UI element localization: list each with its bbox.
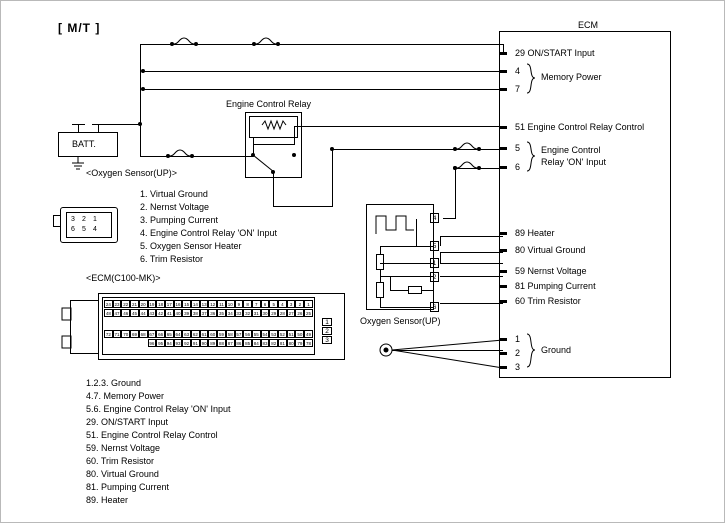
ecm-cell: 54 <box>262 332 268 337</box>
ecm-cell: 44 <box>140 311 146 316</box>
ecm-connector-legend-title: <ECM(C100-MK)> <box>86 273 161 283</box>
wire-battery-to-bus <box>98 124 141 125</box>
ecm-pin-4: 4 <box>515 66 521 76</box>
ecm-pin-59 <box>515 266 587 276</box>
ecm-cell: 80 <box>288 341 294 346</box>
ecm-cell: 28 <box>279 311 285 316</box>
wire-o2-to-pin2 <box>380 276 434 277</box>
ecm-cell: 6 <box>261 300 270 308</box>
o2-legend-item-5: 5. Oxygen Sensor Heater <box>140 241 242 251</box>
wire-on-start-down-to-ecm <box>503 44 504 54</box>
ecm-cell: 49 <box>306 332 312 337</box>
ecm-cell: 55 <box>253 332 259 337</box>
ecm-cell: 57 <box>236 332 242 337</box>
ecm-cell: 58 <box>227 332 233 337</box>
ecm-cell: 22 <box>123 302 129 307</box>
ecm-pin-81-num: 81 <box>515 281 526 291</box>
ecm-legend-item-9: 81. Pumping Current <box>86 482 170 492</box>
wire-relay-common-right <box>273 206 332 207</box>
ecm-cell: 82 <box>271 341 277 346</box>
ecm-cell: 59 <box>218 332 224 337</box>
ecm-cell: 9 <box>235 300 244 308</box>
oxygen-connector-pin-1: 1 <box>93 216 97 223</box>
ecm-cell: 67 <box>149 332 155 337</box>
ecm-pin-stub-59 <box>499 270 507 273</box>
ecm-cell: 42 <box>158 311 164 316</box>
oxygen-connector-pin-3: 3 <box>71 216 75 223</box>
ground-brace <box>525 333 537 369</box>
resistor-icon-1 <box>376 254 384 270</box>
ecm-pin-51-num: 51 <box>515 122 526 132</box>
ecm-cell <box>139 339 148 347</box>
ecm-cell: 15 <box>184 302 190 307</box>
o2-legend-item-1: 1. Virtual Ground <box>140 189 208 199</box>
ecm-cell: 32 <box>245 311 251 316</box>
ecm-cell: 24 <box>105 302 111 307</box>
wire-trim-right <box>422 290 434 291</box>
oxygen-sensor-legend-title: <Oxygen Sensor(UP)> <box>86 168 178 178</box>
ecm-cell: 1 <box>304 300 313 308</box>
wire-jog-2 <box>440 252 441 263</box>
wire-pumping-to-ecm81 <box>440 276 503 277</box>
o2-pin-6: 6 <box>430 302 439 312</box>
oxygen-sensor-caption: Oxygen Sensor(UP) <box>360 316 441 326</box>
ecm-pin-51 <box>515 122 644 132</box>
memory-power-brace <box>525 63 537 95</box>
wire-coil-right-up <box>294 126 295 144</box>
ecm-legend-item-2: 4.7. Memory Power <box>86 391 165 401</box>
ecm-connector-row-3 <box>104 330 313 338</box>
junction-battery-bus <box>138 122 142 126</box>
wire-ground-fan <box>388 338 508 372</box>
o2-legend-item-3: 3. Pumping Current <box>140 215 219 225</box>
fuse-top-2-right-dot <box>276 42 280 46</box>
o2-pin-4: 4 <box>430 213 439 223</box>
o2-pin-2: 2 <box>430 272 439 282</box>
wire-heater-to-ecm89 <box>440 236 503 237</box>
wire-coil-left-down <box>253 144 254 156</box>
ecm-pin-89 <box>515 228 555 238</box>
o2-legend-item-6: 6. Trim Resistor <box>140 254 204 264</box>
ecm-cell: 25 <box>306 311 312 316</box>
ecm-cell: 43 <box>149 311 155 316</box>
ecm-cell: 17 <box>166 302 172 307</box>
ecm-connector-row-1 <box>104 300 313 308</box>
wire-relay-common-down <box>273 172 274 206</box>
junction-memory-power-7 <box>141 87 145 91</box>
ecm-cell: 18 <box>158 302 164 307</box>
ecm-cell: 63 <box>184 332 190 337</box>
ecm-pin-3: 3 <box>515 362 521 372</box>
ecm-pin-2: 2 <box>515 348 521 358</box>
ecm-cell: 35 <box>218 311 224 316</box>
ecm-cell: 52 <box>279 332 285 337</box>
connector-pin5-left-dot <box>453 147 457 151</box>
ecm-cell: 85 <box>245 341 251 346</box>
ecm-cell: 23 <box>114 302 120 307</box>
ecm-pin-59-num: 59 <box>515 266 526 276</box>
wire-trim-up <box>390 276 391 291</box>
battery-ground-icon <box>60 157 80 171</box>
ecm-cell: 94 <box>166 341 172 346</box>
oxygen-connector-pin-2: 2 <box>82 216 86 223</box>
ecm-cell: 41 <box>166 311 172 316</box>
ecm-cell: 79 <box>297 341 303 346</box>
oxygen-connector-latch <box>53 215 61 227</box>
ecm-cell: 90 <box>201 341 207 346</box>
ecm-cell: 10 <box>227 302 233 307</box>
ecm-cell: 39 <box>184 311 190 316</box>
res1-lead-top <box>380 246 381 254</box>
ecm-cell: 60 <box>210 332 216 337</box>
ecm-cell: 5 <box>269 300 278 308</box>
o2-legend-item-2: 2. Nernst Voltage <box>140 202 210 212</box>
ecm-pin-60 <box>515 296 581 306</box>
ecm-legend-item-1: 1.2.3. Ground <box>86 378 142 388</box>
ecm-pin-81-label: Pumping Current <box>527 281 596 291</box>
relay-coil-bottom-link <box>253 144 295 145</box>
fuse-top-2-left-dot <box>252 42 256 46</box>
ecm-legend-item-5: 51. Engine Control Relay Control <box>86 430 218 440</box>
ecm-pin-stub-89 <box>499 232 507 235</box>
ecm-cell: 66 <box>158 332 164 337</box>
ecm-cell: 86 <box>236 341 242 346</box>
connector-pin6-right-dot <box>477 166 481 170</box>
ecm-cell: 36 <box>210 311 216 316</box>
junction-pin6-branch <box>453 166 457 170</box>
battery-terminal-neg <box>78 124 79 132</box>
ecm-cell: 20 <box>140 302 146 307</box>
wire-o2-to-pin6 <box>380 307 434 308</box>
ecm-legend-item-3: 5.6. Engine Control Relay 'ON' Input <box>86 404 231 414</box>
ecm-cell: 12 <box>210 302 216 307</box>
engine-control-relay-label: Engine Control Relay <box>226 99 312 109</box>
ecm-cell: 92 <box>184 341 190 346</box>
ecm-cell: 3 <box>287 300 296 308</box>
wire-nernst-to-ecm59 <box>440 263 503 264</box>
ecm-cell: 65 <box>166 332 172 337</box>
ecm-connector-row-4 <box>104 339 313 347</box>
ecm-pin-89-label: Heater <box>527 228 555 238</box>
ecm-cell: 37 <box>201 311 207 316</box>
ecm-cell: 45 <box>131 311 137 316</box>
ecm-cell: 84 <box>253 341 259 346</box>
ecm-cell: 93 <box>175 341 181 346</box>
wire-trim-left <box>390 290 408 291</box>
wire-heater-jog <box>440 236 441 246</box>
ground-label: Ground <box>541 345 572 355</box>
ecm-legend-item-7: 60. Trim Resistor <box>86 456 155 466</box>
ecm-cell <box>130 339 139 347</box>
ecm-cell: 13 <box>201 302 207 307</box>
relay-on-input-label-line1: Engine Control <box>541 145 601 155</box>
ecm-cell: 88 <box>218 341 224 346</box>
ecm-cell: 31 <box>253 311 259 316</box>
ecm-legend-item-6: 59. Nernst Voltage <box>86 443 161 453</box>
o2-pin-5: 5 <box>430 241 439 251</box>
wire-heater-right-down <box>416 219 417 247</box>
ecm-pin-80-num: 80 <box>515 245 526 255</box>
ecm-cell <box>104 339 113 347</box>
ecm-pin-81 <box>515 281 596 291</box>
relay-on-input-brace <box>525 141 537 173</box>
ecm-cell: 47 <box>114 311 120 316</box>
wire-o2-pin4-left <box>443 218 456 219</box>
ecm-cell: 81 <box>279 341 285 346</box>
ecm-cell <box>113 339 122 347</box>
ecm-cell: 30 <box>262 311 268 316</box>
junction-memory-power-4 <box>141 69 145 73</box>
relay-on-input-label-line2: Relay 'ON' Input <box>541 157 606 167</box>
trim-resistor-icon <box>408 286 422 294</box>
ecm-cell: 96 <box>149 341 155 346</box>
ecm-pin-stub-81 <box>499 285 507 288</box>
ecm-cell: 56 <box>245 332 251 337</box>
fuse-top-1-right-dot <box>194 42 198 46</box>
ecm-cell: 95 <box>158 341 164 346</box>
ecm-cell: 7 <box>252 300 261 308</box>
ecm-cell: 26 <box>297 311 303 316</box>
junction-relay-out <box>330 147 334 151</box>
wire-virtualground-to-ecm80 <box>440 252 503 253</box>
wire-relay-out-up <box>332 149 333 207</box>
wire-bus-down-to-relay <box>140 138 141 157</box>
ecm-connector-tab <box>62 302 74 354</box>
fuse-relay-feed-left-dot <box>166 154 170 158</box>
ecm-pin-80 <box>515 245 585 255</box>
ecm-pin-29 <box>515 48 595 58</box>
fuse-relay-feed-right-dot <box>190 154 194 158</box>
ecm-legend-item-10: 89. Heater <box>86 495 129 505</box>
ecm-cell: 11 <box>217 300 226 308</box>
ecm-pin-5: 5 <box>515 143 521 153</box>
oxygen-connector-pin-6: 6 <box>71 226 75 233</box>
ecm-cell: 40 <box>175 311 181 316</box>
ecm-connector-side-pin-3: 3 <box>322 336 332 344</box>
ecm-cell: 16 <box>175 302 181 307</box>
oxygen-connector-pin-5: 5 <box>82 226 86 233</box>
ecm-cell: 83 <box>262 341 268 346</box>
ecm-cell: 27 <box>288 311 294 316</box>
ecm-connector-side-pin-2: 2 <box>322 327 332 335</box>
ecm-cell: 53 <box>271 332 277 337</box>
ecm-pin-7: 7 <box>515 84 521 94</box>
ecm-cell: 70 <box>123 332 129 337</box>
ecm-pin-51-label: Engine Control Relay Control <box>527 122 645 132</box>
wire-o2-to-pin5 <box>380 246 434 247</box>
ecm-cell: 50 <box>297 332 303 337</box>
ecm-pin-60-label: Trim Resistor <box>527 296 581 306</box>
wire-o2-to-pin1 <box>380 263 434 264</box>
ecm-cell: 21 <box>131 302 137 307</box>
ecm-cell: 89 <box>210 341 216 346</box>
ecm-cell: 61 <box>201 332 207 337</box>
ecm-pin-60-num: 60 <box>515 296 526 306</box>
wire-relay-out-to-pin5 <box>332 149 448 150</box>
wire-memory-power-7 <box>143 89 503 90</box>
o2-pin-1: 1 <box>430 258 439 268</box>
fuse-top-1-left-dot <box>170 42 174 46</box>
relay-switch-arm <box>250 152 298 174</box>
relay-coil-icon <box>262 120 288 130</box>
o2-legend-item-4: 4. Engine Control Relay 'ON' Input <box>140 228 278 238</box>
battery-terminal-pos <box>98 124 99 132</box>
wire-relay-control-to-ecm51 <box>294 126 503 127</box>
ecm-cell: 51 <box>288 332 294 337</box>
ecm-pin-6: 6 <box>515 162 521 172</box>
ecm-connector-side-pin-1: 1 <box>322 318 332 326</box>
ecm-cell: 68 <box>140 332 146 337</box>
ecm-cell: 2 <box>295 300 304 308</box>
ecm-legend-item-8: 80. Virtual Ground <box>86 469 159 479</box>
ecm-cell: 91 <box>192 341 198 346</box>
memory-power-label: Memory Power <box>541 72 602 82</box>
ecm-cell: 62 <box>192 332 198 337</box>
ecm-cell: 14 <box>192 302 198 307</box>
ecm-pin-89-num: 89 <box>515 228 526 238</box>
ecm-cell: 78 <box>306 341 312 346</box>
ecm-cell: 87 <box>227 341 233 346</box>
wire-trim-to-ecm60 <box>440 303 503 304</box>
ecm-cell: 4 <box>278 300 287 308</box>
ecm-cell: 64 <box>175 332 181 337</box>
ecm-connector-body <box>70 300 99 354</box>
oxygen-connector-pin-4: 4 <box>93 226 97 233</box>
ecm-cell: 46 <box>123 311 129 316</box>
ecm-cell: 69 <box>131 332 137 337</box>
ecm-cell: 72 <box>105 332 111 337</box>
ecm-cell: 38 <box>192 311 198 316</box>
page-title: [ M/T ] <box>58 21 101 35</box>
ecm-label: ECM <box>578 20 598 30</box>
wire-memory-power-4 <box>143 71 503 72</box>
ecm-cell: 19 <box>149 302 155 307</box>
ecm-cell: 33 <box>236 311 242 316</box>
ecm-legend-item-4: 29. ON/START Input <box>86 417 169 427</box>
resistor-icon-2 <box>376 282 384 298</box>
battery-terminal-neg-cap <box>72 124 85 125</box>
ecm-cell: 8 <box>243 300 252 308</box>
ecm-pin-1: 1 <box>515 334 521 344</box>
battery-label: BATT. <box>72 139 96 149</box>
wire-pin6-down-to-o2-pin4 <box>455 168 456 218</box>
ecm-pin-29-label: ON/START Input <box>527 48 595 58</box>
ecm-cell: 34 <box>227 311 233 316</box>
ecm-pin-59-label: Nernst Voltage <box>527 266 587 276</box>
connector-pin5-right-dot <box>477 147 481 151</box>
ecm-connector-row-2 <box>104 309 313 317</box>
ecm-pin-29-num: 29 <box>515 48 526 58</box>
ecm-cell <box>121 339 130 347</box>
ecm-cell: 29 <box>271 311 277 316</box>
ecm-cell: 48 <box>105 311 111 316</box>
ecm-pin-80-label: Virtual Ground <box>527 245 586 255</box>
ecm-cell: 71 <box>114 332 120 337</box>
